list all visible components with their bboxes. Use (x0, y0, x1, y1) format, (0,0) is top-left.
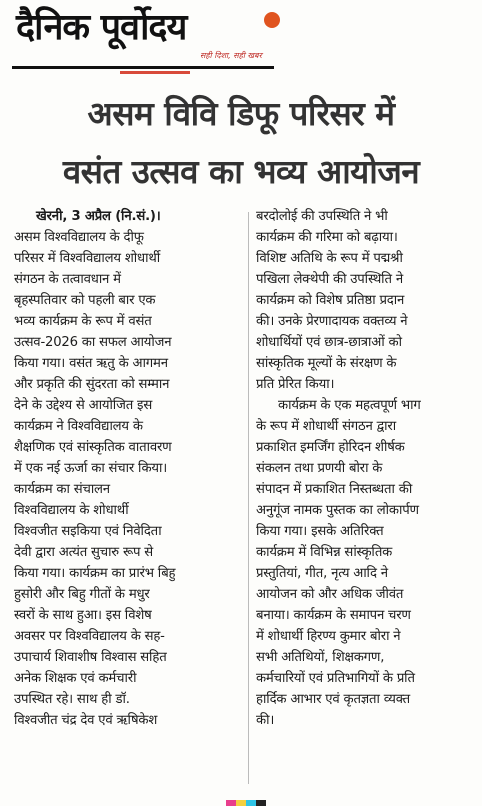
article-line: परिसर में विश्वविद्यालय शोधार्थी (14, 251, 160, 266)
article-line: प्रकाशित इमर्जिंग होरिदन शीर्षक (256, 440, 405, 455)
article-line: और प्रकृति की सुंदरता को सम्मान (14, 377, 170, 392)
article-line: आयोजन को और अधिक जीवंत (256, 587, 404, 602)
article-line: अनुगूंज नामक पुस्तक का लोकार्पण (256, 503, 419, 518)
article-line: असम विश्वविद्यालय के दीफू (14, 230, 144, 245)
masthead-rule (12, 66, 274, 69)
article-dateline: खेरनी, 3 अप्रैल (नि.सं.)। (36, 209, 161, 224)
article-line: बृहस्पतिवार को पहली बार एक (14, 293, 156, 308)
article-line: उपस्थित रहे। साथ ही डॉ. (14, 692, 130, 707)
article-line: सभी अतिथियों, शिक्षकगण, (256, 650, 385, 665)
headline-line-1: असम विवि डिफू परिसर में (87, 94, 395, 133)
article-line: पखिला लेक्थेपी की उपस्थिति ने (256, 272, 403, 287)
article-line: संगठन के तत्वावधान में (14, 272, 121, 287)
masthead-color-strip (120, 71, 190, 74)
article-column-left (14, 206, 242, 731)
article-line: कार्यक्रम का संचालन (14, 482, 110, 497)
print-color-swatch (236, 800, 246, 806)
article-line: प्रति प्रेरित किया। (256, 377, 335, 392)
article-line: कर्मचारियों एवं प्रतिभागियों के प्रति (256, 671, 415, 686)
article-line: हार्दिक आभार एवं कृतज्ञता व्यक्त (256, 692, 410, 707)
article-line: देने के उद्देश्य से आयोजित इस (14, 398, 153, 413)
article-line: कार्यक्रम को विशेष प्रतिष्ठा प्रदान (256, 293, 405, 308)
article-line: विश्वविद्यालय के शोधार्थी (14, 503, 129, 518)
article-line: किया गया। इसके अतिरिक्त (256, 524, 384, 539)
article-line: बनाया। कार्यक्रम के समापन चरण (256, 608, 411, 623)
article-line: कार्यक्रम के एक महत्वपूर्ण भाग (278, 398, 421, 413)
article-line: विशिष्ट अतिथि के रूप में पद्मश्री (256, 251, 403, 266)
article-line: के रूप में शोधार्थी संगठन द्वारा (256, 419, 396, 434)
print-color-swatch (226, 800, 236, 806)
masthead-tagline: सही दिशा, सही खबर (200, 51, 262, 60)
print-color-swatch (246, 800, 256, 806)
article-line: शैक्षणिक एवं सांस्कृतिक वातावरण (14, 440, 172, 455)
article-line: संकलन तथा प्रणयी बोरा के (256, 461, 383, 476)
article-line: भव्य कार्यक्रम के रूप में वसंत (14, 314, 152, 329)
article-line: उपाचार्य शिवाशीष विश्वास सहित (14, 650, 167, 665)
headline-line-2: वसंत उत्सव का भव्य आयोजन (62, 152, 420, 191)
masthead-title: दैनिक पूर्वोदय (16, 7, 187, 48)
article-line: में शोधार्थी हिरण्य कुमार बोरा ने (256, 629, 401, 644)
article-line: हुसोरी और बिहु गीतों के मधुर (14, 587, 150, 602)
print-color-swatch (256, 800, 266, 806)
article-line: की। उनके प्रेरणादायक वक्तव्य ने (256, 314, 408, 329)
article-line: देवी द्वारा अत्यंत सुचारु रूप से (14, 545, 154, 560)
article-line: अनेक शिक्षक एवं कर्मचारी (14, 671, 137, 686)
article-line: बरदोलोई की उपस्थिति ने भी (256, 209, 388, 224)
article-right-paragraph-2 (256, 395, 474, 731)
article-line: कार्यक्रम ने विश्वविद्यालय के (14, 419, 143, 434)
article-line: विश्वजीत चंद्र देव एवं ऋषिकेश (14, 713, 158, 728)
masthead (12, 4, 274, 70)
article-right-paragraph-1 (256, 206, 474, 395)
article-line: कार्यक्रम की गरिमा को बढ़ाया। (256, 230, 398, 245)
article-line: कार्यक्रम में विभिन्न सांस्कृतिक (256, 545, 393, 560)
article-left-body (14, 227, 242, 731)
article-column-right (256, 206, 474, 731)
article-line: में एक नई ऊर्जा का संचार किया। (14, 461, 168, 476)
article-line: उत्सव-2026 का सफल आयोजन (14, 335, 172, 350)
article-line: किया गया। कार्यक्रम का प्रारंभ बिहु (14, 566, 176, 581)
article-line: किया गया। वसंत ऋतु के आगमन (14, 356, 168, 371)
article-line: सांस्कृतिक मूल्यों के संरक्षण के (256, 356, 397, 371)
article-line: विश्वजीत सइकिया एवं निवेदिता (14, 524, 162, 539)
article-line: संपादन में प्रकाशित निस्तब्धता की (256, 482, 413, 497)
masthead-logo-dot-icon (264, 12, 280, 28)
article-line: स्वरों के साथ हुआ। इस विशेष (14, 608, 152, 623)
column-divider (248, 212, 249, 784)
article-line: प्रस्तुतियां, गीत, नृत्य आदि ने (256, 566, 388, 581)
article-line: अवसर पर विश्वविद्यालय के सह- (14, 629, 165, 644)
article-line: शोधार्थियों एवं छात्र-छात्राओं को (256, 335, 402, 350)
article-line: की। (256, 713, 275, 728)
